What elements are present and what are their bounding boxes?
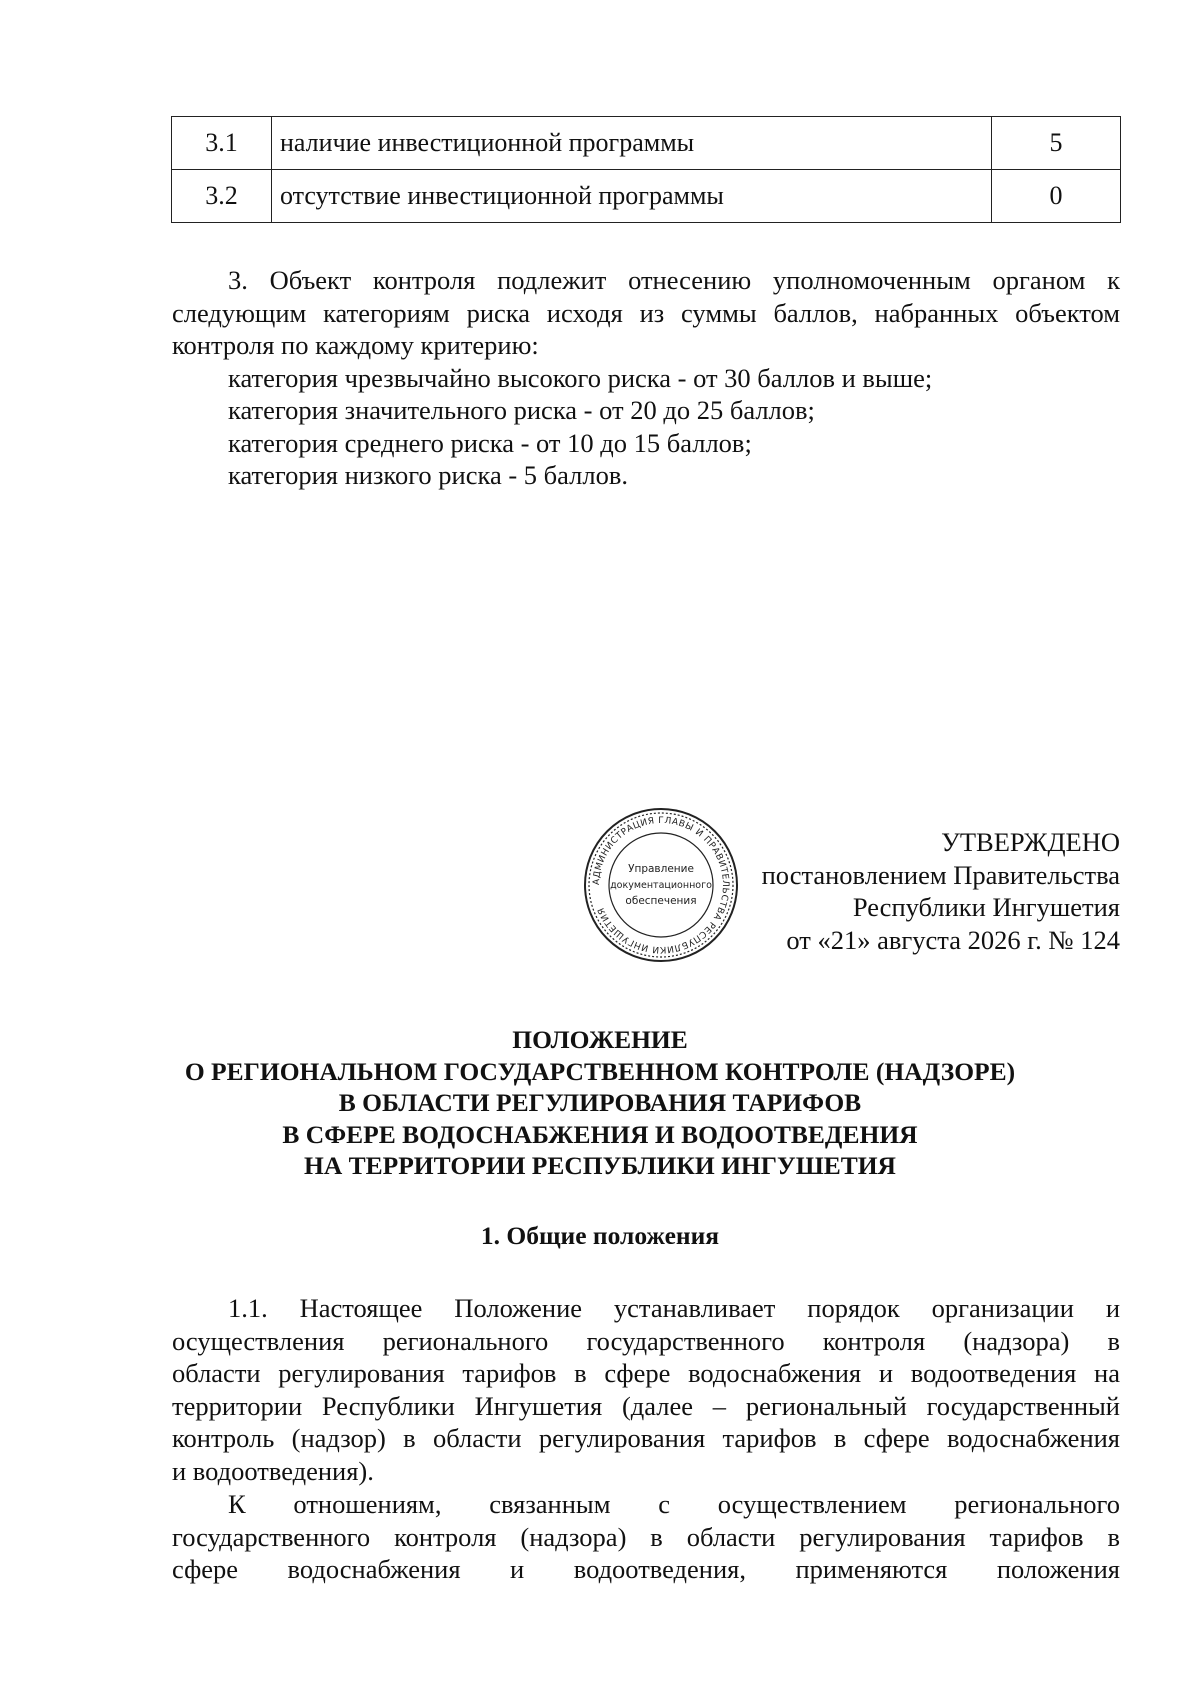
- paragraph-line: территории Республики Ингушетия (далее – региональный государственный: [172, 1390, 1120, 1421]
- criteria-table: [171, 116, 1121, 223]
- paragraph-line: 1.1. Настоящее Положение устанавливает порядок организации и: [228, 1293, 1120, 1323]
- paragraph-line: государственного контроля (надзора) в области регулирования тарифов в: [172, 1521, 1120, 1552]
- criterion-points: 0: [992, 170, 1121, 223]
- paragraph-line: К отношениям, связанным с осуществлением регионального: [228, 1489, 1120, 1519]
- approval-line: Республики Ингушетия: [852, 892, 1120, 922]
- paragraph-line: следующим категориям риска исходя из суммы баллов, набранных объектом: [172, 297, 1120, 328]
- paragraph-2: [172, 1488, 1120, 1586]
- approval-block: [762, 826, 1120, 956]
- approval-date: от «21» августа 2026 г. № 124: [786, 924, 1120, 955]
- paragraph-line: осуществления регионального государственного контроля (надзора) в: [172, 1325, 1120, 1356]
- paragraph-line: контроля по каждому критерию:: [172, 330, 539, 360]
- risk-category: категория чрезвычайно высокого риска - от 30 баллов и выше;: [228, 362, 933, 393]
- document-title: [100, 1024, 1100, 1182]
- paragraph-line: области регулирования тарифов в сфере водоснабжения и водоотведения на: [172, 1358, 1120, 1388]
- title-line: В СФЕРЕ ВОДОСНАБЖЕНИЯ И ВОДООТВЕДЕНИЯ: [282, 1119, 918, 1149]
- risk-category: категория среднего риска - от 10 до 15 баллов;: [228, 427, 752, 458]
- row-number: 3.2: [172, 170, 272, 223]
- paragraph-line: и водоотведения).: [172, 1455, 374, 1486]
- criterion-text: отсутствие инвестиционной программы: [272, 170, 992, 223]
- title-line: В ОБЛАСТИ РЕГУЛИРОВАНИЯ ТАРИФОВ: [338, 1088, 862, 1117]
- approval-status: УТВЕРЖДЕНО: [941, 827, 1120, 857]
- risk-category: категория значительного риска - от 20 до 25 баллов;: [228, 395, 815, 425]
- paragraph-line: 3. Объект контроля подлежит отнесению уполномоченным органом к: [228, 265, 1120, 295]
- criterion-text: наличие инвестиционной программы: [272, 117, 992, 170]
- paragraph-3: [172, 264, 1120, 492]
- table-row: [172, 170, 1121, 223]
- stamp-text-line: документационного: [610, 880, 712, 891]
- risk-category: категория низкого риска - 5 баллов.: [228, 460, 628, 490]
- stamp-text-line: обеспечения: [625, 895, 697, 907]
- table-row: [172, 117, 1121, 170]
- paragraph-line: сфере водоснабжения и водоотведения, применяются положения: [172, 1554, 1120, 1584]
- official-stamp: [582, 806, 740, 964]
- paragraph-line: контроль (надзор) в области регулирования тарифов в сфере водоснабжения: [172, 1423, 1120, 1453]
- stamp-text-line: Управление: [628, 863, 694, 875]
- criterion-points: 5: [992, 117, 1121, 170]
- title-line: НА ТЕРРИТОРИИ РЕСПУБЛИКИ ИНГУШЕТИЯ: [304, 1151, 896, 1180]
- row-number: 3.1: [172, 117, 272, 170]
- paragraph-1-1: [172, 1292, 1120, 1487]
- stamp-ring-text: АДМИНИСТРАЦИЯ ГЛАВЫ И ПРАВИТЕЛЬСТВА РЕСПУБЛИКИ ИНГУШЕТИЯ: [591, 815, 731, 955]
- title-line: О РЕГИОНАЛЬНОМ ГОСУДАРСТВЕННОМ КОНТРОЛЕ (НАДЗОРЕ): [184, 1056, 1016, 1086]
- title-line: ПОЛОЖЕНИЕ: [512, 1025, 688, 1054]
- section-heading: 1. Общие положения: [480, 1221, 720, 1250]
- approval-line: постановлением Правительства: [761, 859, 1120, 890]
